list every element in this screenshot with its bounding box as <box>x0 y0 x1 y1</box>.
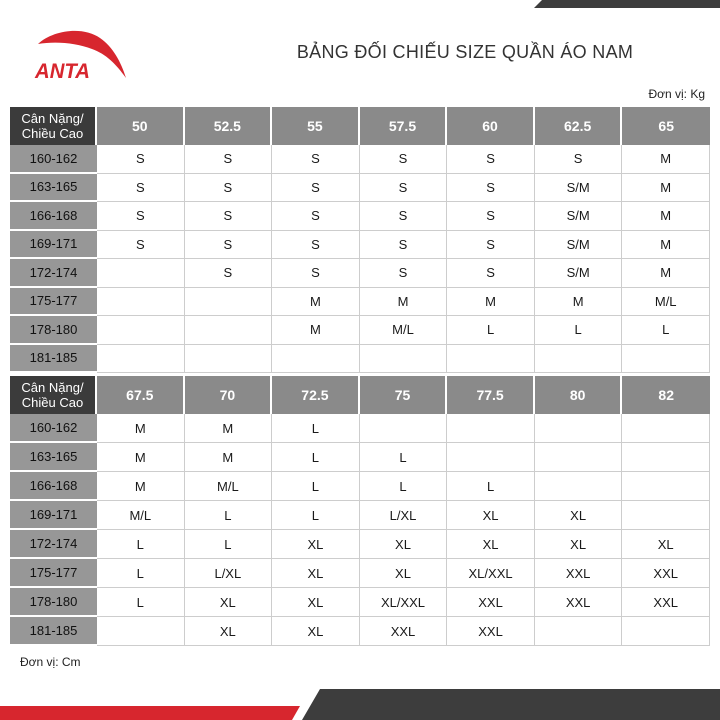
size-cell: XXL <box>447 617 535 646</box>
size-cell: M <box>185 414 273 443</box>
size-cell: M/L <box>97 501 185 530</box>
size-cell: M/L <box>185 472 273 501</box>
size-cell <box>535 617 623 646</box>
bottom-red-band <box>0 706 300 720</box>
size-cell: S <box>272 231 360 260</box>
size-cell: S <box>97 202 185 231</box>
weight-header: 55 <box>272 107 360 145</box>
size-cell <box>535 472 623 501</box>
height-label: 169-171 <box>10 231 97 260</box>
size-cell: XL <box>360 530 448 559</box>
size-cell: S <box>447 259 535 288</box>
logo-text: ANTA <box>34 60 90 83</box>
height-label: 166-168 <box>10 202 97 231</box>
size-cell: L <box>447 472 535 501</box>
size-cell <box>622 443 710 472</box>
size-cell: S <box>447 202 535 231</box>
weight-header: 65 <box>622 107 710 145</box>
size-cell: M <box>535 288 623 317</box>
size-cell <box>535 443 623 472</box>
size-cell: M <box>622 174 710 203</box>
size-cell: S/M <box>535 174 623 203</box>
size-cell: L <box>447 316 535 345</box>
size-cell <box>622 345 710 374</box>
size-cell: S <box>360 174 448 203</box>
size-cell <box>97 345 185 374</box>
size-cell: S <box>272 202 360 231</box>
weight-header: 82 <box>622 376 710 414</box>
size-cell: M <box>622 145 710 174</box>
size-cell <box>622 472 710 501</box>
size-table-2 <box>10 376 710 646</box>
weight-header: 72.5 <box>272 376 360 414</box>
size-cell: S <box>447 174 535 203</box>
size-cell: S <box>272 174 360 203</box>
size-cell: XL/XXL <box>447 559 535 588</box>
size-cell: XL <box>272 559 360 588</box>
size-cell <box>360 345 448 374</box>
corner-header <box>10 376 97 414</box>
size-cell <box>360 414 448 443</box>
height-label: 178-180 <box>10 316 97 345</box>
corner-header <box>10 107 97 145</box>
height-label: 172-174 <box>10 259 97 288</box>
size-cell: S <box>272 145 360 174</box>
size-cell <box>97 617 185 646</box>
size-cell: L <box>185 501 273 530</box>
height-unit-note: Đơn vị: Cm <box>20 655 81 669</box>
weight-unit-note: Đơn vị: Kg <box>648 87 705 101</box>
size-cell <box>185 288 273 317</box>
corner-header-line: Cân Nặng/ <box>21 380 84 395</box>
size-cell: M <box>272 316 360 345</box>
size-cell: M <box>185 443 273 472</box>
size-cell <box>97 259 185 288</box>
size-cell <box>97 316 185 345</box>
size-cell: S <box>185 231 273 260</box>
page-title: BẢNG ĐỐI CHIẾU SIZE QUẦN ÁO NAM <box>296 42 634 62</box>
height-label: 163-165 <box>10 443 97 472</box>
size-cell <box>447 443 535 472</box>
size-cell: L/XL <box>185 559 273 588</box>
size-cell: S <box>185 145 273 174</box>
size-cell: M/L <box>622 288 710 317</box>
size-cell: S <box>447 231 535 260</box>
size-cell: XL <box>535 530 623 559</box>
size-cell: XL <box>447 501 535 530</box>
size-cell <box>622 617 710 646</box>
bottom-dark-band <box>302 689 720 720</box>
weight-header: 67.5 <box>97 376 185 414</box>
size-cell: XXL <box>360 617 448 646</box>
size-cell: M <box>272 288 360 317</box>
size-table-1 <box>10 107 710 373</box>
anta-logo <box>28 24 132 84</box>
size-cell: M <box>622 202 710 231</box>
size-cell: XL <box>360 559 448 588</box>
size-cell: S <box>447 145 535 174</box>
size-cell: S <box>360 231 448 260</box>
size-cell: S/M <box>535 202 623 231</box>
corner-header-line: Cân Nặng/ <box>21 111 84 126</box>
size-cell: XXL <box>447 588 535 617</box>
height-label: 166-168 <box>10 472 97 501</box>
height-label: 181-185 <box>10 617 97 646</box>
weight-header: 80 <box>535 376 623 414</box>
size-cell: S <box>185 259 273 288</box>
size-cell: L/XL <box>360 501 448 530</box>
size-cell: M <box>622 259 710 288</box>
size-cell <box>535 414 623 443</box>
size-cell: S <box>360 145 448 174</box>
size-cell: M <box>97 472 185 501</box>
size-cell: L <box>97 588 185 617</box>
height-label: 160-162 <box>10 414 97 443</box>
height-label: 178-180 <box>10 588 97 617</box>
size-cell: XL <box>272 588 360 617</box>
size-cell: L <box>272 472 360 501</box>
size-cell: XL/XXL <box>360 588 448 617</box>
height-label: 181-185 <box>10 345 97 374</box>
weight-header: 77.5 <box>447 376 535 414</box>
size-cell <box>622 414 710 443</box>
size-cell: M <box>360 288 448 317</box>
size-cell: S <box>272 259 360 288</box>
size-cell <box>97 288 185 317</box>
size-cell: M/L <box>360 316 448 345</box>
height-label: 163-165 <box>10 174 97 203</box>
height-label: 175-177 <box>10 288 97 317</box>
size-cell: L <box>622 316 710 345</box>
size-cell: L <box>535 316 623 345</box>
size-cell: M <box>97 414 185 443</box>
size-cell <box>185 345 273 374</box>
height-label: 172-174 <box>10 530 97 559</box>
size-cell: L <box>97 530 185 559</box>
weight-header: 70 <box>185 376 273 414</box>
size-cell: S <box>360 202 448 231</box>
size-cell <box>447 414 535 443</box>
size-cell: XL <box>272 530 360 559</box>
height-label: 169-171 <box>10 501 97 530</box>
corner-header-line: Chiều Cao <box>21 395 84 410</box>
size-cell: XL <box>535 501 623 530</box>
size-cell: XXL <box>622 559 710 588</box>
size-cell: M <box>622 231 710 260</box>
size-cell: XXL <box>535 588 623 617</box>
size-cell: XL <box>622 530 710 559</box>
height-label: 160-162 <box>10 145 97 174</box>
size-cell: XL <box>272 617 360 646</box>
size-cell: L <box>97 559 185 588</box>
size-cell: M <box>97 443 185 472</box>
size-cell: XL <box>185 617 273 646</box>
size-cell: L <box>360 443 448 472</box>
weight-header: 57.5 <box>360 107 448 145</box>
weight-header: 62.5 <box>535 107 623 145</box>
size-cell <box>447 345 535 374</box>
size-cell: S <box>535 145 623 174</box>
height-label: 175-177 <box>10 559 97 588</box>
size-cell: XXL <box>535 559 623 588</box>
top-decoration-band <box>534 0 720 8</box>
corner-header-line: Chiều Cao <box>21 126 84 141</box>
size-cell <box>272 345 360 374</box>
size-cell: L <box>272 501 360 530</box>
size-cell: S/M <box>535 231 623 260</box>
size-cell: S <box>97 174 185 203</box>
size-cell: XL <box>185 588 273 617</box>
weight-header: 60 <box>447 107 535 145</box>
size-cell: S/M <box>535 259 623 288</box>
size-cell: L <box>272 414 360 443</box>
size-cell: S <box>360 259 448 288</box>
size-cell: S <box>185 174 273 203</box>
size-cell: S <box>97 231 185 260</box>
size-cell: S <box>97 145 185 174</box>
size-cell: L <box>272 443 360 472</box>
size-cell: XL <box>447 530 535 559</box>
size-cell: XXL <box>622 588 710 617</box>
size-cell: M <box>447 288 535 317</box>
size-cell <box>535 345 623 374</box>
weight-header: 50 <box>97 107 185 145</box>
size-cell: S <box>185 202 273 231</box>
size-cell: L <box>185 530 273 559</box>
weight-header: 52.5 <box>185 107 273 145</box>
weight-header: 75 <box>360 376 448 414</box>
size-cell <box>622 501 710 530</box>
size-cell <box>185 316 273 345</box>
size-cell: L <box>360 472 448 501</box>
